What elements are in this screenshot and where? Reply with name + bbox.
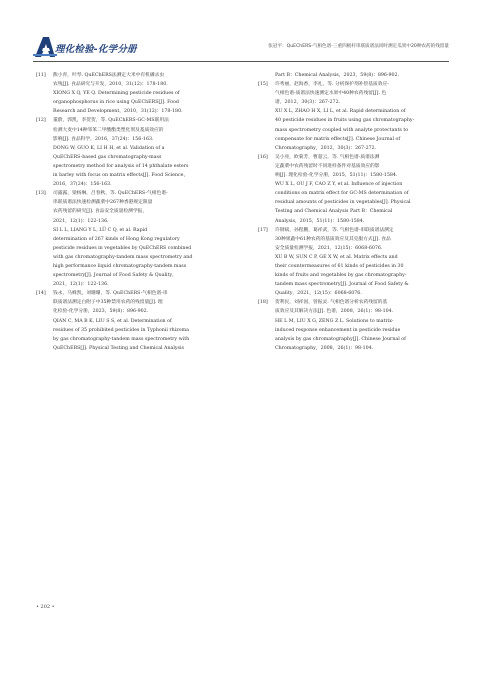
reference-number: [11]	[36, 73, 46, 78]
reference-line: WU X L, OU J F, CAO Z Y, et al. Influence of injection	[275, 182, 403, 188]
reference-line: analysis by gas chromatography[J]. Chinese Journal of	[275, 336, 406, 342]
reference-number: [13]	[36, 191, 46, 197]
reference-line: 40 pesticide residues in fruits using gas chromatography-	[275, 118, 415, 124]
reference-line: QuEChERS[J]. Physical Testing and Chemical Analysis	[53, 345, 184, 351]
reference-line: 化检验-化学分册，2023，59(8)：896-902.	[53, 309, 149, 315]
reference-line: XU X L, ZHAO H X, LI L, et al. Rapid determination of	[275, 109, 406, 115]
reference-line: by gas chromatography-tandem mass spectrometry with	[53, 336, 190, 342]
reference-item	[258, 153, 458, 226]
reference-line: 气相色谱-质谱法快速测定水果中40种农药残留[J]. 色	[275, 91, 387, 97]
reference-line: 熊小青，叶琴. QuEChERS法测定大米中有机磷杀虫	[53, 73, 165, 78]
reference-line: 质效应及其解决方法[J]. 色谱，2008，26(1)：98-104.	[275, 309, 394, 315]
reference-line: 董蔚，郭凯，李贺贺，等. QuEChERS-GC-MS联用法	[53, 118, 169, 124]
reference-line: 谱，2012，30(3)：267-272.	[275, 100, 341, 106]
reference-line: tandem mass spectrometry[J]. Journal of Food Safety &	[275, 282, 409, 288]
reference-line: 2021，12(1)：122-136.	[53, 218, 109, 224]
reference-line: determination of 267 kinds of Hong Kong regulatory	[53, 236, 180, 242]
reference-line: spectrometry method for analysis of 14 phthalate esters	[53, 163, 189, 169]
reference-line: residues of 35 prohibited pesticides in Typhonii rhizoma	[53, 327, 189, 333]
reference-line: conditions on matrix effect for GC-MS determination of	[275, 191, 409, 197]
reference-line: organophosphorus in rice using QuEChERS[J]. Food	[53, 100, 179, 106]
header-divider	[33, 61, 449, 62]
reference-item	[258, 80, 458, 153]
reference-item	[36, 289, 236, 353]
references-right-column	[258, 71, 458, 353]
reference-line: 安全质量检测学报，2021，12(15)：6068-6076.	[275, 245, 383, 251]
reference-line: their countermeasures of 61 kinds of pesticides in 30	[275, 263, 404, 269]
reference-line: Analysis，2015，51(11)：1580-1584.	[275, 218, 365, 224]
reference-line: Quality，2021，12(15)：6068-6076.	[275, 291, 362, 297]
page-number: • 202 •	[36, 604, 55, 610]
reference-line: Part B：Chemical Analysis，2023，59(8)：896-902.	[275, 73, 400, 78]
reference-line: residual amounts of pesticides in vegetables[J]. Physical	[275, 200, 411, 206]
reference-line: spectrometry[J]. Journal of Food Safety & Quality，	[53, 273, 177, 279]
reference-line: high performance liquid chromatography-tandem mass	[53, 263, 187, 269]
reference-line: 司露露，梁杨琳，吕春秋，等. QuEChERS-气相色谱-	[53, 191, 168, 197]
reference-line: QuEChERS-based gas chromatography-mass	[53, 154, 162, 160]
reference-item	[258, 71, 458, 80]
references-left-column	[36, 71, 236, 353]
reference-line: 许秀丽，赵海香，李礼，等. 分析保护剂补偿基质效应-	[275, 82, 389, 88]
reference-line: Research and Development，2010，31(12)：178-180.	[53, 109, 183, 115]
reference-line: QIAN C, MA B K, LIU S S, et al. Determination of	[53, 318, 172, 324]
reference-line: 钱永，马蜂凯，刘珊珊，等. QuEChERS-气相色谱-串	[53, 291, 168, 297]
reference-line: DONG W, GUO K, LI H H, et al. Validation of a	[53, 145, 165, 151]
reference-line: 定蔬菜中农药残留时不同进样条件对基质效应的影	[275, 163, 380, 169]
reference-line: induced response enhancement in pesticide residue	[275, 327, 401, 333]
journal-logo-text: 理化检验-化学分册	[55, 44, 137, 55]
reference-item	[36, 189, 236, 289]
page-header	[33, 36, 449, 60]
reference-line: 农残[J]. 食品研究与开发，2010，31(12)：178-180.	[53, 82, 168, 88]
reference-line: HE L M, LIU X G, ZENG Z L. Solutions to matrix-	[275, 318, 394, 324]
reference-number: [12]	[36, 118, 46, 124]
reference-number: [18]	[258, 300, 268, 306]
reference-number: [15]	[258, 82, 268, 88]
reference-item	[258, 226, 458, 299]
reference-line: 检测大麦中14种邻苯二甲酸酯类塑化剂及基质效应的	[53, 127, 164, 133]
reference-line: 30种果蔬中61种农药的基质效应及其克服方式[J]. 食品	[275, 236, 391, 242]
reference-line: Chromatography，2008，26(1)：98-104.	[275, 345, 374, 351]
journal-logo-icon	[33, 36, 57, 58]
reference-item	[36, 71, 236, 116]
reference-line: 影响[J]. 食品科学，2016，37(24)：156-163.	[53, 136, 154, 142]
reference-line: Chromatography，2012，30(3)：267-272.	[275, 145, 377, 151]
reference-line: XIONG X Q, YE Q. Determining pesticide residues of	[53, 91, 180, 97]
reference-line: 2016，37(24)：156-163.	[53, 182, 112, 188]
reference-line: 许钢斌，孙程鹏，葛祥武，等. 气相色谱-串联质谱法测定	[275, 227, 394, 233]
journal-logo	[33, 36, 153, 58]
reference-line: Testing and Chemical Analysis Part B：Chemical	[275, 209, 393, 215]
reference-line: compensate for matrix effects[J]. Chinese Journal of	[275, 136, 401, 142]
reference-line: with gas chromatography-tandem mass spectrometry and	[53, 254, 193, 260]
reference-line: 农药残留的研究[J]. 食品安全质量检测学报，	[53, 209, 148, 215]
reference-number: [16]	[258, 154, 268, 160]
reference-line: 2021，12(1)：122-136.	[53, 282, 109, 288]
reference-item	[258, 298, 458, 353]
reference-line: 响[J]. 理化检验-化学分册，2015，51(11)：1580-1584.	[275, 173, 398, 179]
reference-number: [14]	[36, 291, 46, 297]
reference-line: 串联质谱法快速检测蔬菜中267种香港规定限量	[53, 200, 153, 206]
reference-line: pesticide residues in vegetables by QuEChERS combined	[53, 245, 192, 251]
reference-line: 吴小亮，欧菊芳，曹超云，等. 气相色谱-质谱法测	[275, 154, 380, 160]
reference-line: 贺利民，刘祥国，曾振灵. 气相色谱分析农药残留的基	[275, 300, 388, 306]
reference-line: in barley with focus on matrix effects[J]. Food Science，	[53, 173, 189, 179]
reference-line: SI L L, LIANG Y L, LÜ C Q, et al. Rapid	[53, 227, 148, 233]
reference-number: [17]	[258, 227, 268, 233]
reference-line: kinds of fruits and vegetables by gas chromatography-	[275, 273, 407, 279]
running-head: 张冠平：QuEChERS-气相色谱-三重四极杆串联质谱法同时测定瓜果中20种农药的残留量	[268, 44, 449, 49]
reference-line: mass spectrometry coupled with analyte protectants to	[275, 127, 409, 133]
reference-item	[36, 116, 236, 189]
reference-line: XU B W, SUN C P, GE X W, et al. Matrix effects and	[275, 254, 398, 260]
reference-line: 联质谱法测定白附子中35种禁用农药的残留量[J]. 理	[53, 300, 163, 306]
